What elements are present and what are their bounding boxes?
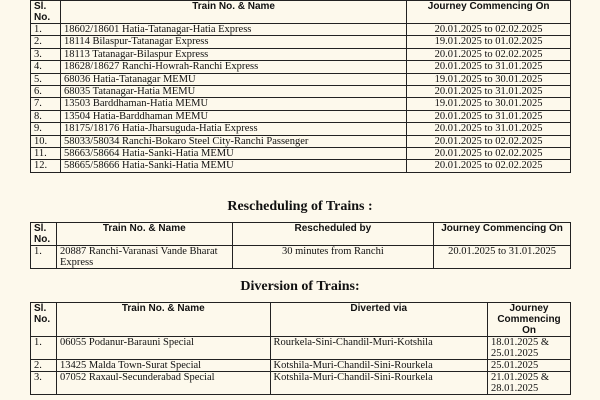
journey-cell: 20.01.2025 to 02.02.2025 [407,160,571,172]
journey-cell: 19.01.2025 to 01.02.2025 [407,36,571,48]
table-row [31,36,571,48]
journey-cell: 20.01.2025 to 02.02.2025 [407,24,571,36]
sl-cell: 4. [31,61,61,73]
table-row [31,135,571,147]
rescheduled-by-header: Rescheduled by [232,223,434,246]
cancelled-trains-table [30,0,571,173]
train-cell: 58665/58666 Hatia-Sanki-Hatia MEMU [60,160,406,172]
train-header: Train No. & Name [60,1,406,24]
sl-cell: 1. [31,24,61,36]
train-cell: 13503 Barddhaman-Hatia MEMU [60,98,406,110]
train-cell: 18602/18601 Hatia-Tatanagar-Hatia Express [60,24,406,36]
sl-cell: 3. [31,48,61,60]
diverted-via-header: Diverted via [270,303,487,337]
table-header-row [31,223,571,246]
train-header: Train No. & Name [56,303,270,337]
rescheduling-table [30,222,571,269]
table-row [31,147,571,159]
via-cell: Kotshila-Muri-Chandil-Sini-Rourkela [270,372,487,395]
diversion-table [30,302,571,395]
train-cell: 18175/18176 Hatia-Jharsuguda-Hatia Express [60,123,406,135]
sl-cell: 5. [31,73,61,85]
train-cell: 68036 Hatia-Tatanagar MEMU [60,73,406,85]
via-cell: Rourkela-Sini-Chandil-Muri-Kotshila [270,337,487,360]
diversion-body [31,337,571,395]
table-row [31,110,571,122]
journey-cell: 20.01.2025 to 02.02.2025 [407,48,571,60]
journey-cell: 20.01.2025 to 02.02.2025 [407,135,571,147]
table-row [31,48,571,60]
sl-no-header: Sl. No. [31,303,57,337]
journey-cell: 21.01.2025 & 28.01.2025 [488,372,571,395]
table-row [31,360,571,372]
journey-cell: 20.01.2025 to 31.01.2025 [407,61,571,73]
table-row [31,73,571,85]
journey-cell: 25.01.2025 [488,360,571,372]
sl-cell: 8. [31,110,61,122]
table-row [31,337,571,360]
via-cell: Kotshila-Muri-Chandil-Sini-Rourkela [270,360,487,372]
train-cell: 18628/18627 Ranchi-Howrah-Ranchi Express [60,61,406,73]
journey-header: Journey Commencing On [407,1,571,24]
train-cell: 06055 Podanur-Barauni Special [56,337,270,360]
train-cell: 20887 Ranchi-Varanasi Vande Bharat Express [56,246,232,269]
journey-cell: 19.01.2025 to 30.01.2025 [407,73,571,85]
sl-no-header: Sl. No. [31,1,61,24]
sl-cell: 1. [31,337,57,360]
by-cell: 30 minutes from Ranchi [232,246,434,269]
journey-header: Journey Commencing On [488,303,571,337]
sl-cell: 7. [31,98,61,110]
sl-cell: 11. [31,147,61,159]
table-row [31,85,571,97]
sl-cell: 10. [31,135,61,147]
sl-cell: 9. [31,123,61,135]
train-cell: 18113 Tatanagar-Bilaspur Express [60,48,406,60]
train-cell: 13425 Malda Town-Surat Special [56,360,270,372]
journey-cell: 18.01.2025 & 25.01.2025 [488,337,571,360]
journey-cell: 20.01.2025 to 31.01.2025 [407,85,571,97]
train-cell: 13504 Hatia-Barddhaman MEMU [60,110,406,122]
sl-cell: 1. [31,246,57,269]
train-cell: 18114 Bilaspur-Tatanagar Express [60,36,406,48]
sl-cell: 2. [31,360,57,372]
journey-cell: 20.01.2025 to 31.01.2025 [434,246,571,269]
sl-cell: 6. [31,85,61,97]
train-cell: 07052 Raxaul-Secunderabad Special [56,372,270,395]
sl-no-header: Sl. No. [31,223,57,246]
table-header-row [31,1,571,24]
train-cell: 58033/58034 Ranchi-Bokaro Steel City-Ranchi Passenger [60,135,406,147]
train-cell: 58663/58664 Hatia-Sanki-Hatia MEMU [60,147,406,159]
train-header: Train No. & Name [56,223,232,246]
sl-cell: 3. [31,372,57,395]
table-header-row [31,303,571,337]
journey-cell: 20.01.2025 to 31.01.2025 [407,123,571,135]
table-row [31,160,571,172]
rescheduling-title: Rescheduling of Trains : [227,199,373,214]
journey-cell: 20.01.2025 to 02.02.2025 [407,147,571,159]
rescheduling-body [31,246,571,269]
table-row [31,246,571,269]
train-cell: 68035 Tatanagar-Hatia MEMU [60,85,406,97]
table-row [31,24,571,36]
sl-cell: 2. [31,36,61,48]
diversion-title: Diversion of Trains: [240,279,360,294]
table-row [31,123,571,135]
cancelled-trains-body [31,24,571,173]
sl-cell: 12. [31,160,61,172]
table-row [31,98,571,110]
journey-cell: 20.01.2025 to 31.01.2025 [407,110,571,122]
journey-cell: 19.01.2025 to 30.01.2025 [407,98,571,110]
journey-header: Journey Commencing On [434,223,571,246]
table-row [31,372,571,395]
table-row [31,61,571,73]
